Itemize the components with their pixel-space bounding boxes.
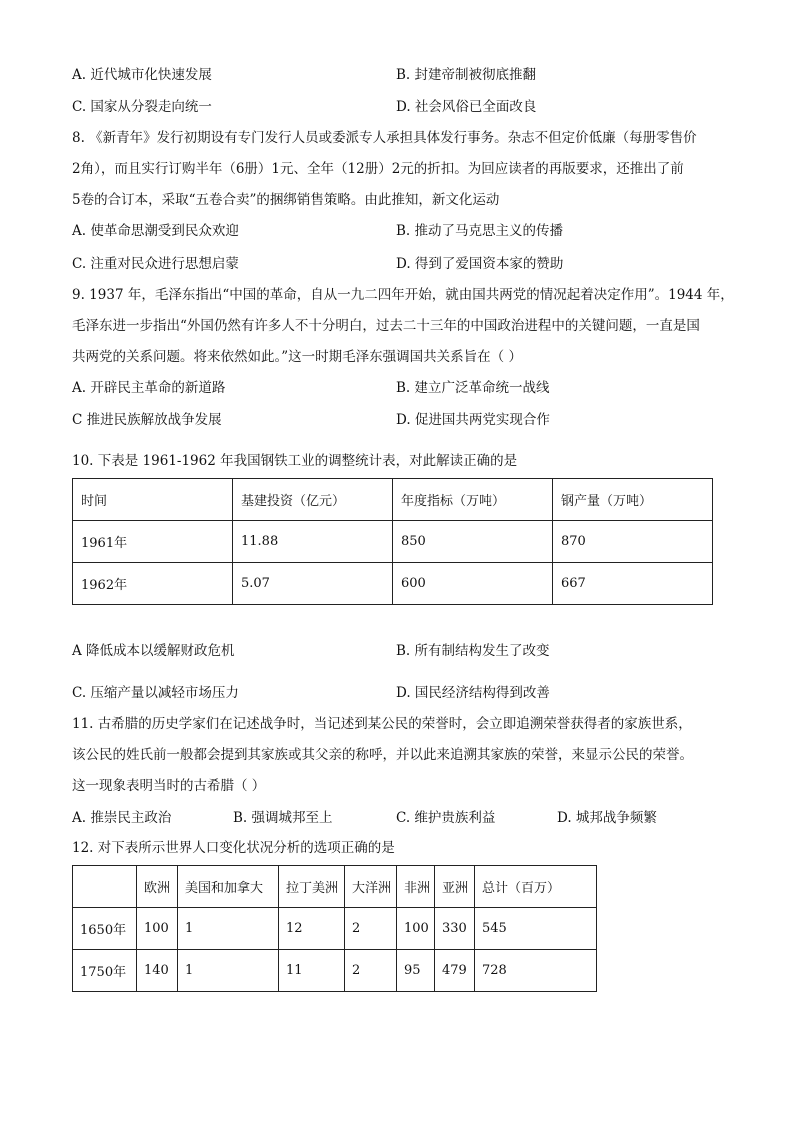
table-cell: 667	[553, 563, 713, 605]
q7-option-d[interactable]: D. 社会风俗已全面改良	[396, 99, 537, 115]
table-cell: 1650年	[73, 908, 137, 950]
q12-stem: 12. 对下表所示世界人口变化状况分析的选项正确的是	[72, 840, 395, 856]
q11-stem-line: 该公民的姓氏前一般都会提到其家族或其父亲的称呼，并以此来追溯其家族的荣誉，来显示公民的荣誉。	[72, 747, 693, 763]
table-cell: 1	[178, 950, 279, 992]
table-header-cell: 钢产量（万吨）	[553, 479, 713, 521]
q7-option-b[interactable]: B. 封建帝制被彻底推翻	[396, 67, 537, 83]
q10-option-a[interactable]: A 降低成本以缓解财政危机	[72, 643, 235, 659]
table-cell: 545	[475, 908, 597, 950]
q10-steel-table	[72, 478, 713, 605]
table-cell: 2	[345, 908, 397, 950]
table-cell: 479	[435, 950, 475, 992]
table-header-cell: 亚洲	[435, 866, 475, 908]
table-cell: 1	[178, 908, 279, 950]
q11-option-b[interactable]: B. 强调城邦至上	[233, 810, 333, 826]
q9-option-b[interactable]: B. 建立广泛革命统一战线	[396, 380, 550, 396]
table-cell: 100	[137, 908, 178, 950]
q10-option-c[interactable]: C. 压缩产量以减轻市场压力	[72, 685, 239, 701]
q10-option-d[interactable]: D. 国民经济结构得到改善	[396, 685, 550, 701]
q9-stem-line: 共两党的关系问题。将来依然如此。”这一时期毛泽东强调国共关系旨在（ ）	[72, 349, 522, 365]
q8-option-c[interactable]: C. 注重对民众进行思想启蒙	[72, 256, 239, 272]
table-cell: 2	[345, 950, 397, 992]
table-cell: 12	[279, 908, 345, 950]
table-header-cell: 拉丁美洲	[279, 866, 345, 908]
table-header-cell: 大洋洲	[345, 866, 397, 908]
q10-option-b[interactable]: B. 所有制结构发生了改变	[396, 643, 550, 659]
q8-stem-line: 5卷的合订本，采取“五卷合卖”的捆绑销售策略。由此推知，新文化运动	[72, 192, 500, 208]
q8-option-d[interactable]: D. 得到了爱国资本家的赞助	[396, 256, 564, 272]
table-cell: 95	[397, 950, 435, 992]
table-header-cell: 非洲	[397, 866, 435, 908]
q9-option-a[interactable]: A. 开辟民主革命的新道路	[72, 380, 226, 396]
q9-stem-line: 9. 1937 年，毛泽东指出“中国的革命，自从一九二四年开始，就由国共两党的情况起着决定作用”。1944 年，	[72, 287, 734, 303]
q8-stem-line: 8. 《新青年》发行初期设有专门发行人员或委派专人承担具体发行事务。杂志不但定价低廉（每册零售价	[72, 130, 697, 146]
table-cell: 600	[393, 563, 553, 605]
table-cell: 140	[137, 950, 178, 992]
table-cell: 1961年	[73, 521, 233, 563]
q11-stem-line: 这一现象表明当时的古希腊（ ）	[72, 778, 266, 794]
q9-option-c[interactable]: C 推进民族解放战争发展	[72, 412, 222, 428]
q11-stem-line: 11. 古希腊的历史学家们在记述战争时，当记述到某公民的荣誉时，会立即追溯荣誉获得者的家族世系，	[72, 716, 692, 732]
q7-option-c[interactable]: C. 国家从分裂走向统一	[72, 99, 212, 115]
table-header-cell: 欧洲	[137, 866, 178, 908]
q12-population-table	[72, 865, 597, 992]
q7-option-a[interactable]: A. 近代城市化快速发展	[72, 67, 212, 83]
table-header-cell: 美国和加拿大	[178, 866, 279, 908]
table-header-row	[73, 479, 713, 521]
table-cell: 850	[393, 521, 553, 563]
table-cell: 5.07	[233, 563, 393, 605]
table-header-cell: 年度指标（万吨）	[393, 479, 553, 521]
q8-option-a[interactable]: A. 使革命思潮受到民众欢迎	[72, 223, 239, 239]
table-cell: 1750年	[73, 950, 137, 992]
table-cell: 870	[553, 521, 713, 563]
table-cell: 100	[397, 908, 435, 950]
table-header-cell: 时间	[73, 479, 233, 521]
table-cell: 11	[279, 950, 345, 992]
table-cell: 330	[435, 908, 475, 950]
q11-option-d[interactable]: D. 城邦战争频繁	[557, 810, 657, 826]
table-row	[73, 563, 713, 605]
table-header-cell: 总计（百万）	[475, 866, 597, 908]
table-row	[73, 521, 713, 563]
table-row	[73, 950, 597, 992]
q11-option-a[interactable]: A. 推崇民主政治	[72, 810, 172, 826]
table-cell: 11.88	[233, 521, 393, 563]
q8-option-b[interactable]: B. 推动了马克思主义的传播	[396, 223, 564, 239]
q9-stem-line: 毛泽东进一步指出“外国仍然有许多人不十分明白，过去二十三年的中国政治进程中的关键问题，一直是国	[72, 318, 700, 334]
q9-option-d[interactable]: D. 促进国共两党实现合作	[396, 412, 550, 428]
q8-stem-line: 2角），而且实行订购半年（6册）1元、全年（12册）2元的折扣。为回应读者的再版要求，还推出了前	[72, 161, 684, 177]
table-header-cell: 基建投资（亿元）	[233, 479, 393, 521]
table-header-cell	[73, 866, 137, 908]
table-header-row	[73, 866, 597, 908]
q10-stem: 10. 下表是 1961-1962 年我国钢铁工业的调整统计表，对此解读正确的是	[72, 453, 518, 469]
q11-option-c[interactable]: C. 维护贵族利益	[396, 810, 496, 826]
table-cell: 728	[475, 950, 597, 992]
table-cell: 1962年	[73, 563, 233, 605]
table-row	[73, 908, 597, 950]
